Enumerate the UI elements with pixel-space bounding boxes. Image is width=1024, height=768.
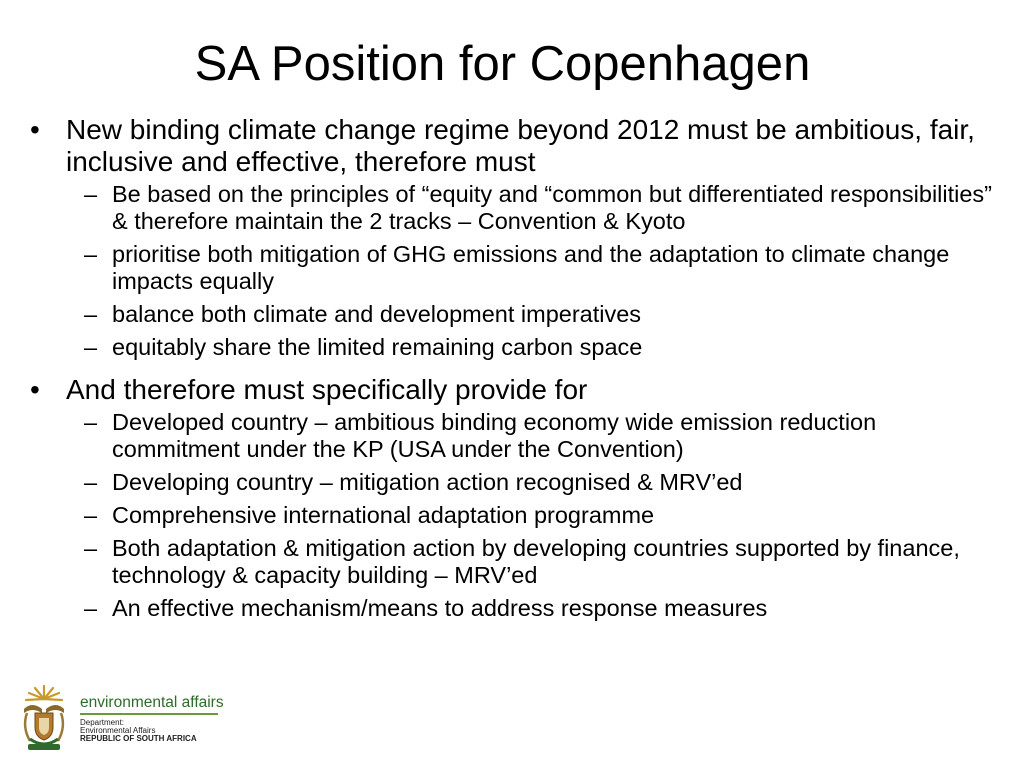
dash-icon: –: [84, 469, 98, 495]
bullet-list: [0, 114, 1010, 628]
slide-title: SA Position for Copenhagen: [194, 37, 811, 91]
sub-point-text: Be based on the principles of “equity and “common but differentiated responsibilities” & therefore maintain the 2 tracks – Convention & Kyoto: [112, 181, 993, 234]
dash-icon: –: [84, 241, 98, 267]
sub-point-text: equitably share the limited remaining carbon space: [112, 334, 643, 360]
dash-icon: –: [84, 301, 98, 327]
sub-point-text: Developing country – mitigation action recognised & MRV’ed: [112, 469, 743, 495]
sub-point-text: prioritise both mitigation of GHG emissions and the adaptation to climate change impacts equally: [112, 241, 950, 294]
sub-point-text: An effective mechanism/means to address response measures: [112, 595, 768, 621]
bullet-text: And therefore must specifically provide for: [66, 374, 588, 405]
coat-of-arms-icon: [18, 683, 70, 753]
bullet-text: New binding climate change regime beyond 2012 must be ambitious, fair, inclusive and effective, therefore must: [66, 114, 975, 177]
dash-icon: –: [84, 409, 98, 435]
sub-point-text: balance both climate and development imperatives: [112, 301, 642, 327]
sub-point: [0, 535, 1010, 589]
dash-icon: –: [84, 595, 98, 621]
department-label: Department:: [80, 718, 125, 727]
sub-point: [0, 595, 1010, 622]
sub-point: [0, 181, 1010, 235]
sub-point: [0, 409, 1010, 463]
logo-divider: [80, 713, 218, 715]
dash-icon: –: [84, 535, 98, 561]
sub-point: [0, 469, 1010, 496]
department-logo: [18, 683, 228, 753]
sub-point: [0, 334, 1010, 361]
sub-point-text: Developed country – ambitious binding economy wide emission reduction commitment under the KP (USA under the Convention): [112, 409, 877, 462]
sub-point: [0, 502, 1010, 529]
logo-name: environmental affairs: [80, 694, 224, 711]
bullet-icon: •: [30, 374, 40, 405]
bullet-point: [0, 374, 1010, 406]
country-name: REPUBLIC OF SOUTH AFRICA: [80, 734, 197, 743]
sub-point: [0, 241, 1010, 295]
dash-icon: –: [84, 334, 98, 360]
sub-point-text: Both adaptation & mitigation action by developing countries supported by finance, technology & capacity building – MRV’ed: [112, 535, 960, 588]
dash-icon: –: [84, 181, 98, 207]
bullet-icon: •: [30, 114, 40, 145]
spacer: [0, 367, 1010, 374]
bullet-point: [0, 114, 1010, 178]
department-name: Environmental Affairs: [80, 726, 156, 735]
sub-point: [0, 301, 1010, 328]
dash-icon: –: [84, 502, 98, 528]
sub-point-text: Comprehensive international adaptation programme: [112, 502, 655, 528]
